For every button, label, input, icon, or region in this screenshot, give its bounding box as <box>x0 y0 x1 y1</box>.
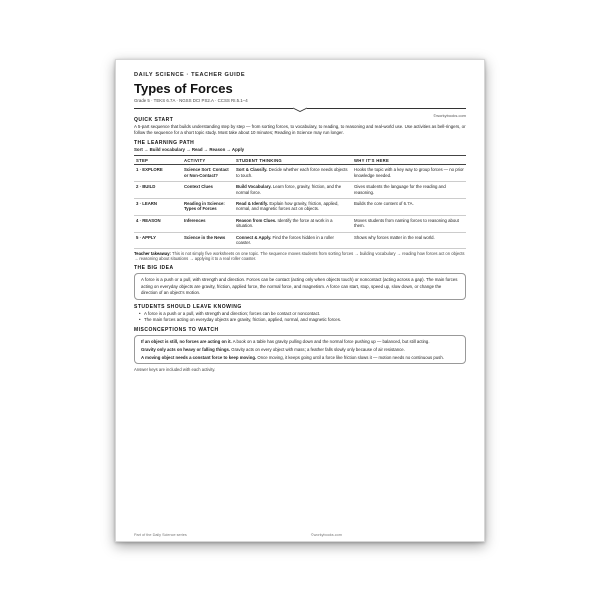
step-cell: 4 · REASON <box>134 215 182 232</box>
thinking-cell: Sort & Classify. Decide whether each force needs objects to touch. <box>234 165 352 182</box>
big-idea-heading: THE BIG IDEA <box>134 265 174 272</box>
learning-path-sequence: Sort → Build vocabulary → Read → Reason → Apply <box>134 147 245 153</box>
table-row <box>134 232 466 249</box>
why-cell: Shows why forces matter in the real world. <box>352 232 466 249</box>
activity-cell: Context Clues <box>182 182 234 199</box>
list-item: • A force is a push or a pull, with strength and direction; forces can be contact or noncontact. <box>140 311 466 317</box>
step-cell: 3 · LEARN <box>134 199 182 216</box>
thinking-cell: Connect & Apply. Find the forces hidden in a roller coaster. <box>234 232 352 249</box>
why-cell: Builds the core content of 6.7A. <box>352 199 466 216</box>
misconception-item: A moving object needs a constant force to keep moving. Once moving, it keeps going until a force like friction slows it — motion needs no continuous push. <box>141 354 444 360</box>
divider-notch-icon <box>293 105 307 112</box>
thinking-cell: Reason from Clues. Identify the force at work in a situation. <box>234 215 352 232</box>
table-header-row <box>134 156 466 165</box>
why-cell: Gives students the language for the reading and reasoning. <box>352 182 466 199</box>
column-header: ACTIVITY <box>182 156 234 165</box>
big-idea-text: A force is a push or a pull, with strength and direction. Forces can be contact (acting only when objects touch) or noncontact (acting across a gap). The main forces acting on everyday objects are gravity, friction, applied force, the normal force, and magnetism. A force can start, stop, speed up, slow down, or change the direction of an object's motion. <box>141 277 458 295</box>
should-know-list <box>134 311 466 323</box>
page-footer <box>134 533 466 537</box>
eyebrow: DAILY SCIENCE · TEACHER GUIDE <box>134 72 246 78</box>
misconceptions-heading: MISCONCEPTIONS TO WATCH <box>134 327 219 334</box>
footer-series: Part of the Daily Science series <box>134 533 187 537</box>
misconception-item: Gravity only acts on heavy or falling things. Gravity acts on every object with mass; a feather falls slowly only because of air resistance. <box>141 347 405 353</box>
activity-cell: Science in the News <box>182 232 234 249</box>
table-row <box>134 215 466 232</box>
step-cell: 2 · BUILD <box>134 182 182 199</box>
learning-path-table <box>134 155 466 249</box>
thinking-cell: Read & Identify. Explain how gravity, friction, applied, normal, and magnetic forces act on objects. <box>234 199 352 216</box>
footer-site: ©workybooks.com <box>310 533 342 537</box>
page-title: Types of Forces <box>134 81 233 96</box>
step-cell: 5 · APPLY <box>134 232 182 249</box>
learning-path-heading: THE LEARNING PATH <box>134 140 195 147</box>
why-cell: Moves students from naming forces to reasoning about them. <box>352 215 466 232</box>
teacher-takeaway: Teacher takeaway: This is not simply five worksheets on one topic. The sequence moves students from sorting forces → building vocabulary → reading how forces act on objects → reasoning about situations → applying it to a real roller coaster. <box>134 251 465 262</box>
quick-start-text: A 5-part sequence that builds understanding step by step — from sorting forces, to vocabulary, to reading, to reasoning and real-world use. Use activities as bell-ringers, or follow the sequence for a short topic study. Most take about 10 minutes; Reading in Science may run longer. <box>134 124 466 136</box>
list-item: • The main forces acting on everyday objects are gravity, friction, applied, normal, and magnetic forces. <box>140 317 466 323</box>
standards-line: Grade 5 · TEKS 6.7A · NGSS DCI PS2.A · CCSS RI.5.1–4 <box>134 98 248 103</box>
step-cell: 1 · EXPLORE <box>134 165 182 182</box>
table-row <box>134 182 466 199</box>
misconception-item: If an object is still, no forces are acting on it. A book on a table has gravity pulling down and the normal force pushing up — balanced, but still acting. <box>141 339 430 345</box>
big-idea-box <box>134 273 466 300</box>
header-divider <box>134 105 466 113</box>
misconceptions-box <box>134 335 466 364</box>
site-credit: ©workybooks.com <box>433 113 466 118</box>
column-header: WHY IT'S HERE <box>352 156 466 165</box>
worksheet-page <box>115 59 485 542</box>
thinking-cell: Build Vocabulary. Learn force, gravity, friction, and the normal force. <box>234 182 352 199</box>
activity-cell: Reading in Science: Types of Forces <box>182 199 234 216</box>
answer-key-note: Answer keys are included with each activity. <box>134 367 216 373</box>
quick-start-heading: QUICK START <box>134 117 174 123</box>
should-know-heading: STUDENTS SHOULD LEAVE KNOWING <box>134 304 242 311</box>
activity-cell: Science Sort: Contact or Non-Contact? <box>182 165 234 182</box>
table-row <box>134 199 466 216</box>
activity-cell: Inferences <box>182 215 234 232</box>
table-row <box>134 165 466 182</box>
column-header: STUDENT THINKING <box>234 156 352 165</box>
why-cell: Hooks the topic with a key way to group forces — no prior knowledge needed. <box>352 165 466 182</box>
column-header: STEP <box>134 156 182 165</box>
